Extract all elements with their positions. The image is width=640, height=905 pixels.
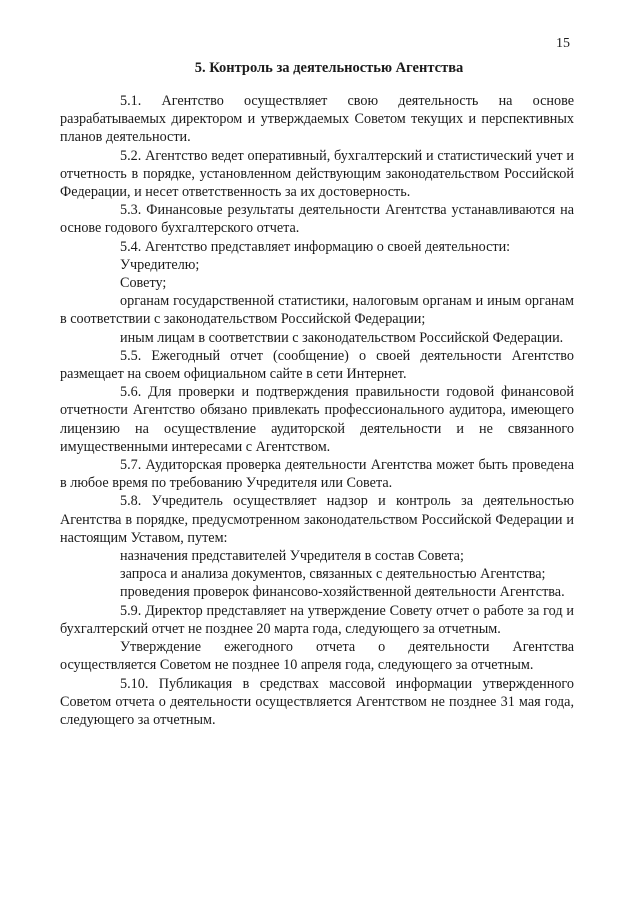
section-heading: 5. Контроль за деятельностью Агентства bbox=[194, 60, 464, 76]
page-number: 15 bbox=[556, 36, 570, 51]
paragraph-5-3: 5.3. Финансовые результаты деятельности Агентства устанавливаются на основе годового бухгалтерского отчета. bbox=[60, 202, 574, 237]
paragraph-approval: Утверждение ежегодного отчета о деятельности Агентства осуществляется Советом не позднее 10 апреля года, следующего за отчетным. bbox=[60, 639, 574, 674]
paragraph-5-4: 5.4. Агентство представляет информацию о своей деятельности: bbox=[120, 238, 511, 255]
list-item-request: запроса и анализа документов, связанных с деятельностью Агентства; bbox=[120, 566, 546, 583]
list-item-other-persons: иным лицам в соответствии с законодательством Российской Федерации. bbox=[120, 329, 564, 346]
paragraph-5-7: 5.7. Аудиторская проверка деятельности Агентства может быть проведена в любое время по требованию Учредителя или Совета. bbox=[60, 457, 574, 492]
paragraph-5-2: 5.2. Агентство ведет оперативный, бухгалтерский и статистический учет и отчетность в порядке, установленном действующим законодательством Российской Федерации, и несет ответственность за их достоверность. bbox=[60, 147, 574, 201]
list-item-council: Совету; bbox=[120, 275, 167, 292]
paragraph-5-9: 5.9. Директор представляет на утверждение Совету отчет о работе за год и бухгалтерский отчет не позднее 20 марта года, следующего за отчетным. bbox=[60, 602, 574, 637]
paragraph-5-6: 5.6. Для проверки и подтверждения правильности годовой финансовой отчетности Агентство обязано привлекать профессионального аудитора, имеющего лицензию на осуществление аудиторской деятельности и не связанного имущественными интересами с Агентством. bbox=[60, 384, 574, 455]
list-item-inspections: проведения проверок финансово-хозяйственной деятельности Агентства. bbox=[120, 584, 565, 601]
paragraph-5-1: 5.1. Агентство осуществляет свою деятельность на основе разрабатываемых директором и утверждаемых Советом текущих и перспективных планов деятельности. bbox=[60, 93, 574, 146]
list-item-appointment: назначения представителей Учредителя в состав Совета; bbox=[120, 548, 464, 565]
paragraph-5-5: 5.5. Ежегодный отчет (сообщение) о своей деятельности Агентство размещает на своем официальном сайте в сети Интернет. bbox=[60, 347, 574, 383]
document-body bbox=[60, 92, 574, 729]
paragraph-5-8: 5.8. Учредитель осуществляет надзор и контроль за деятельностью Агентства в порядке, предусмотренном законодательством Российской Федерации и настоящим Уставом, путем: bbox=[60, 493, 574, 546]
paragraph-5-10: 5.10. Публикация в средствах массовой информации утвержденного Советом отчета о деятельности осуществляется Агентством не позднее 31 мая года, следующего за отчетным. bbox=[60, 675, 574, 728]
list-item-founder: Учредителю; bbox=[120, 256, 200, 273]
list-item-state-bodies: органам государственной статистики, налоговым органам и иным органам в соответствии с законодательством Российской Федерации; bbox=[60, 293, 574, 328]
